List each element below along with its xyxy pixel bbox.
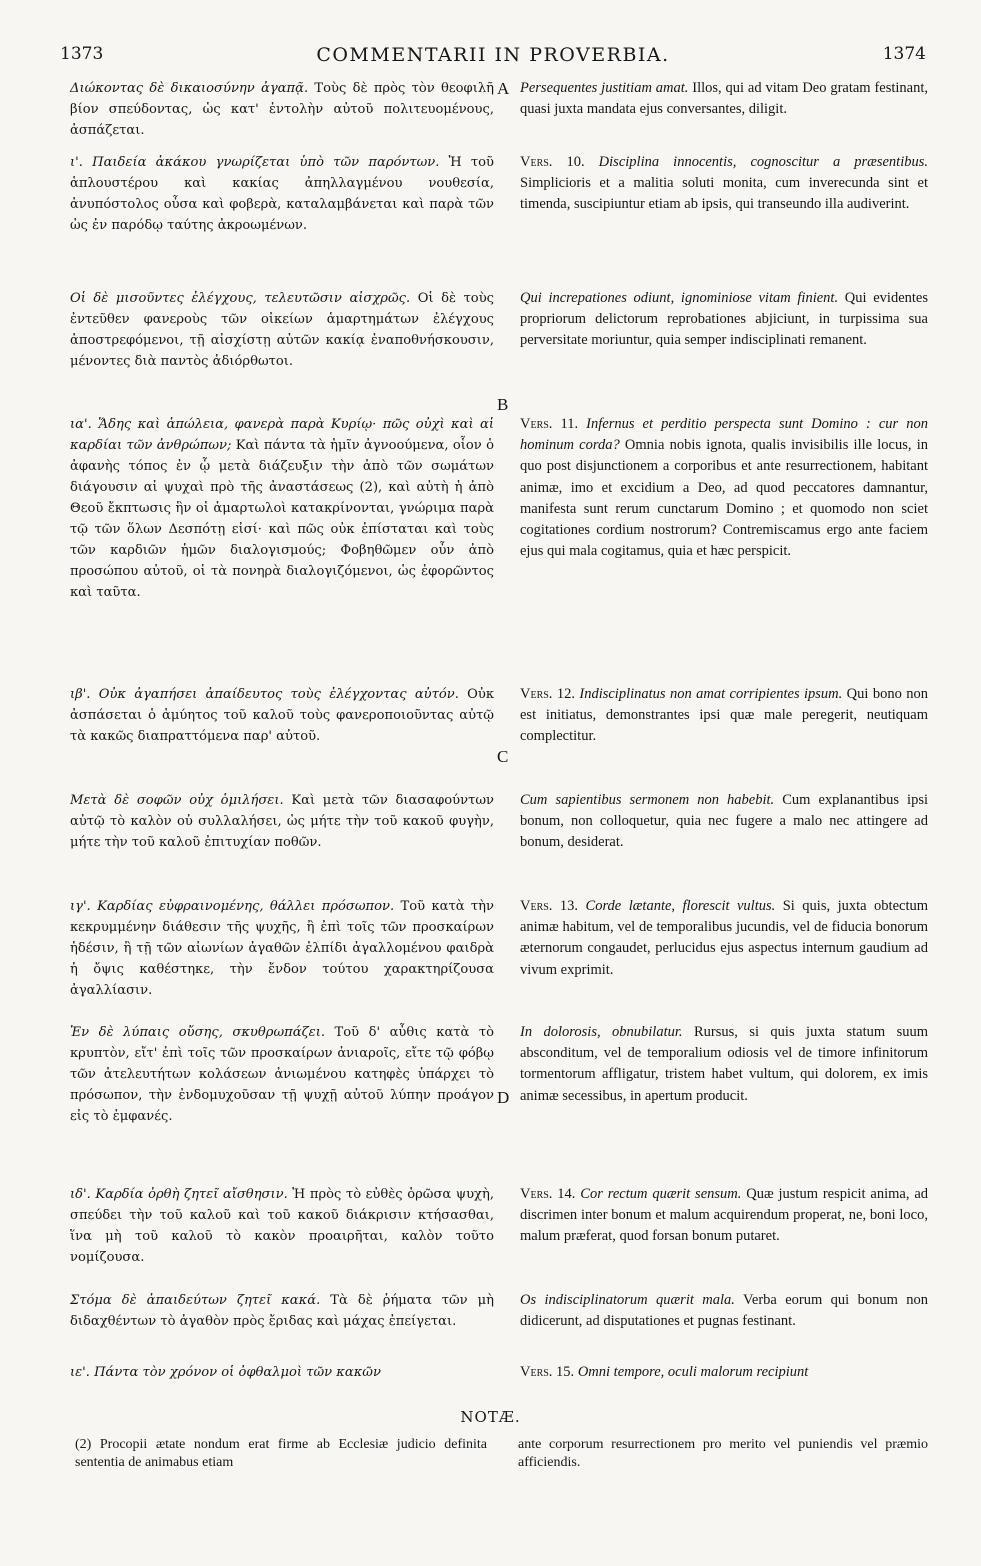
latin-paragraph xyxy=(520,790,928,854)
footnote-right: ante corporum resurrectionem pro merito vel puniendis vel præmio afficiendis. xyxy=(518,1437,928,1470)
verse-number: Vers. 10. xyxy=(520,154,585,170)
greek-lemma: ια'. Ἅδης καὶ ἀπώλεια, φανερὰ παρὰ Κυρίῳ· πῶς οὐχὶ καὶ αἱ καρδίαι τῶν ἀνθρώπων; xyxy=(70,417,494,453)
section-marker-c: C xyxy=(497,747,509,766)
page-number-left: 1373 xyxy=(60,44,104,64)
greek-paragraph xyxy=(70,288,494,372)
greek-commentary: Ἡ τοῦ ἁπλουστέρου καὶ κακίας ἀπηλλαγμένου νουθεσία, ἀνυπόστολος οὖσα καὶ φοβερὰ, καταλαμβάνεται καὶ παρὰ τῶν ὡς ἐν παρόδῳ ταύτης ἀκροωμένων. xyxy=(70,155,494,233)
latin-lemma: Cum sapientibus sermonem non habebit. xyxy=(520,792,775,808)
latin-commentary: Cum explanantibus ipsi bonum, non colloquetur, quia nec fugere a malo nec attingere ad bonum, desiderat. xyxy=(520,792,929,851)
latin-paragraph xyxy=(520,1362,928,1383)
latin-lemma: Cor rectum quærit sensum. xyxy=(575,1186,742,1202)
latin-lemma: Infernus et perditio perspecta sunt Domino : cur non hominum corda? xyxy=(520,416,928,454)
greek-commentary: Οἱ δὲ τοὺς ἐντεῦθεν φανεροὺς τῶν οἰκείων ἁμαρτημάτων ἐλέγχους ἀποστρεφόμενοι, τῇ αἰσχίστῃ αὐτῶν κακίᾳ ἐναποθνήσκουσιν, μένοντες διὰ παντὸς ἀδιόρθωτοι. xyxy=(70,291,494,369)
section-marker-d: D xyxy=(497,1088,510,1107)
greek-commentary: Τοῦ δ' αὖθις κατὰ τὸ κρυπτὸν, εἴτ' ἐπὶ τοῖς τῶν προσκαίρων ἀνιαροῖς, εἴτε τῷ φόβῳ τῶν ἀτελευτήτων κολάσεων ἀνιωμένου κατηφὲς ὑπάρχει τὸ πρόσωπον, τὴν ἐνδομυχοῦσαν τῇ ψυχῇ αὐτοῦ λύπην προάγον εἰς τὸ ἐμφανές. xyxy=(70,1025,495,1124)
running-title: COMMENTARII IN PROVERBIA. xyxy=(316,44,670,66)
greek-paragraph xyxy=(70,684,494,747)
notes-heading: NOTÆ. xyxy=(460,1408,521,1426)
latin-commentary: Verba eorum qui bonum non didicerunt, ad disputationes et pugnas festinant. xyxy=(520,1292,929,1330)
latin-commentary: Simplicioris et a malitia soluti monita, cum inverecunda sint et timenda, suscipiuntur etiam ab ipsis, qui transeundo illa audiverint. xyxy=(520,175,928,213)
verse-number: Vers. 11. xyxy=(520,416,579,432)
greek-commentary: Τοὺς δὲ πρὸς τὸν θεοφιλῆ βίον σπεύδοντας, ὡς κατ' ἐντολὴν αὐτοῦ πολιτευομένους, ἀσπάζεται. xyxy=(70,81,494,138)
greek-paragraph xyxy=(70,1022,494,1127)
greek-lemma: ιδ'. Καρδία ὀρθὴ ζητεῖ αἴσθησιν. xyxy=(70,1187,288,1202)
latin-lemma: Persequentes justitiam amat. xyxy=(520,80,689,96)
latin-paragraph xyxy=(520,414,928,562)
greek-lemma: ι'. Παιδεία ἀκάκου γνωρίζεται ὑπὸ τῶν παρόντων. xyxy=(70,155,440,170)
verse-number: Vers. 12. xyxy=(520,686,575,702)
greek-lemma: Μετὰ δὲ σοφῶν οὐχ ὁμιλήσει. xyxy=(70,793,284,808)
greek-lemma: Διώκοντας δὲ δικαιοσύνην ἀγαπᾷ. xyxy=(70,81,309,96)
latin-commentary: Si quis, juxta obtectum animæ habitum, vel de temporalibus jucundis, vel de fiducia bonorum æternorum congaudet, perlucidus ejus aspectus internum gaudium ad vivum exprimit. xyxy=(520,898,929,978)
latin-paragraph xyxy=(520,1184,928,1248)
verse-number: Vers. 13. xyxy=(520,898,579,914)
verse-number: Vers. 15. xyxy=(520,1364,575,1380)
greek-paragraph xyxy=(70,78,494,141)
page-header xyxy=(60,44,926,74)
greek-commentary: Οὐκ ἀσπάσεται ὁ ἀμύητος τοῦ καλοῦ τοὺς φανεροποιοῦντας αὐτῷ τὰ κακῶς διαπραττόμενα παρ' αὐτοῦ. xyxy=(70,687,494,744)
greek-lemma: Ἐν δὲ λύπαις οὔσης, σκυθρωπάζει. xyxy=(70,1025,325,1040)
greek-lemma: ιβ'. Οὐκ ἀγαπήσει ἀπαίδευτος τοὺς ἐλέγχοντας αὐτόν. xyxy=(70,687,459,702)
greek-paragraph xyxy=(70,1184,494,1268)
greek-commentary: Ἡ πρὸς τὸ εὐθὲς ὁρῶσα ψυχὴ, σπεύδει τὴν τοῦ καλοῦ καὶ τοῦ κακοῦ διάκρισιν κτήσασθαι, ἵνα μὴ τοῦ καλοῦ τὸ κακὸν προαιρῆται, καλὸν τοῦτο νομίζουσα. xyxy=(70,1187,494,1265)
latin-paragraph xyxy=(520,1022,928,1107)
latin-commentary: Quæ justum respicit anima, ad discrimen inter bonum et malum acquirendum properat, ne, boni loco, malum præferat, quod forsan bonum putaret. xyxy=(520,1186,929,1245)
latin-commentary: Qui evidentes propriorum delictorum reprobationes abjiciunt, in turpissima sua perversitate moriuntur, quia semper indisciplinati remanent. xyxy=(520,290,928,349)
latin-lemma: Corde lætante, florescit vultus. xyxy=(578,898,776,914)
latin-paragraph xyxy=(520,684,928,748)
latin-commentary: Rursus, si quis juxta statum suum absconditum, vel de temporalium odiosis vel de timore infinitorum tormentorum affligatur, tristem habet vultum, qui dolorem, ex imis animæ secessibus, in apertum producit. xyxy=(520,1024,928,1104)
greek-paragraph xyxy=(70,414,494,603)
latin-paragraph xyxy=(520,78,928,120)
latin-paragraph xyxy=(520,152,928,216)
latin-lemma: Qui increpationes odiunt, ignominiose vitam finient. xyxy=(520,290,839,306)
latin-lemma: Indisciplinatus non amat corripientes ipsum. xyxy=(574,686,843,702)
greek-paragraph xyxy=(70,1290,494,1332)
greek-paragraph xyxy=(70,152,494,236)
greek-lemma: ιε'. Πάντα τὸν χρόνον οἱ ὀφθαλμοὶ τῶν κακῶν xyxy=(70,1365,381,1380)
verse-number: Vers. 14. xyxy=(520,1186,576,1202)
latin-commentary: Omnia nobis ignota, qualis invisibilis ille locus, in quo post disjunctionem a corporibus et ante resurrectionem, habitant animæ, imo et excidium a Deo, ad quod peccatores damnantur, manifesta sunt rerum cunctarum Domino ; et quomodo non sciet cogitationes cordium nostrorum? Contremiscamus ergo ante faciem ejus qui mala cogitamus, quia et hæc perspicit. xyxy=(520,437,928,560)
greek-commentary: Τὰ δὲ ῥήματα τῶν μὴ διδαχθέντων τὸ ἀγαθὸν πρὸς ἔριδας καὶ μάχας ἐπείγεται. xyxy=(70,1293,494,1329)
footnote-left: (2) Procopii ætate nondum erat firme ab Ecclesiæ judicio definita sententia de animabus etiam xyxy=(75,1437,487,1470)
greek-paragraph xyxy=(70,1362,494,1383)
latin-lemma: Os indisciplinatorum quærit mala. xyxy=(520,1292,735,1308)
greek-commentary: Τοῦ κατὰ τὴν κεκρυμμένην διάθεσιν τῆς ψυχῆς, ἢ ἐπὶ τοῖς τῶν προσκαίρων ἡδέσιν, ἢ τῇ τῶν αἰωνίων ἀγαθῶν ἐλπίδι ἀγαλλομένου φαιδρὰ ἡ ὄψις καθέστηκε, τὴν ἔνδον τούτου χαρακτηρίζουσα ἀγαλλίασιν. xyxy=(70,899,494,998)
greek-lemma: Οἱ δὲ μισοῦντες ἐλέγχους, τελευτῶσιν αἰσχρῶς. xyxy=(70,291,411,306)
greek-lemma: ιγ'. Καρδίας εὐφραινομένης, θάλλει πρόσωπον. xyxy=(70,899,395,914)
latin-paragraph xyxy=(520,1290,928,1332)
latin-paragraph xyxy=(520,896,928,981)
latin-commentary: Qui bono non est initiatus, demonstrantes ipsi quæ male peregerit, neutiquam complectitur. xyxy=(520,686,928,745)
section-marker-a: A xyxy=(497,79,510,98)
greek-paragraph xyxy=(70,896,494,1001)
greek-commentary: Καὶ μετὰ τῶν διασαφούντων αὐτῷ τὸ καλὸν οὐ συλλαλήσει, ὡς μήτε τὴν τοῦ κακοῦ φυγὴν, μήτε τὴν τοῦ καλοῦ ἐπιτυχίαν ποθῶν. xyxy=(70,793,494,850)
latin-commentary: Illos, qui ad vitam Deo gratam festinant, quasi juxta mandata ejus conversantes, diligit. xyxy=(520,80,928,118)
section-marker-b: B xyxy=(497,395,509,414)
greek-paragraph xyxy=(70,790,494,853)
greek-commentary: Καὶ πάντα τὰ ἡμῖν ἀγνοούμενα, οἷον ὁ ἀφανὴς τόπος ἐν ᾧ μετὰ διάζευξιν τὴν ἀπὸ τῶν σωμάτων διάγουσιν αἱ ψυχαὶ πρὸ τῆς ἀναστάσεως (2), καὶ αὐτὴ ἡ ἀπὸ Θεοῦ ἔκπτωσις ἣν οἱ ἁμαρτωλοὶ κατακρίνονται, γνώριμα παρὰ τῷ τῶν ὅλων Δεσπότῃ εἰσί· καὶ πῶς οὐκ ἐπίσταται καὶ τοὺς τῶν καρδιῶν ἡμῶν διαλογισμούς; Φοβηθῶμεν οὖν ἀπὸ προσώπου αὐτοῦ, οἱ τὰ πονηρὰ διαλογιζόμενοι, ὡς ἐφορῶντος καὶ ταῦτα. xyxy=(70,438,494,600)
latin-lemma: In dolorosis, obnubilatur. xyxy=(520,1024,683,1040)
page-number-right: 1374 xyxy=(882,44,926,64)
latin-lemma: Omni tempore, oculi malorum recipiunt xyxy=(574,1364,809,1380)
latin-paragraph xyxy=(520,288,928,352)
greek-lemma: Στόμα δὲ ἀπαιδεύτων ζητεῖ κακά. xyxy=(70,1293,321,1308)
latin-lemma: Disciplina innocentis, cognoscitur a præsentibus. xyxy=(584,154,928,170)
